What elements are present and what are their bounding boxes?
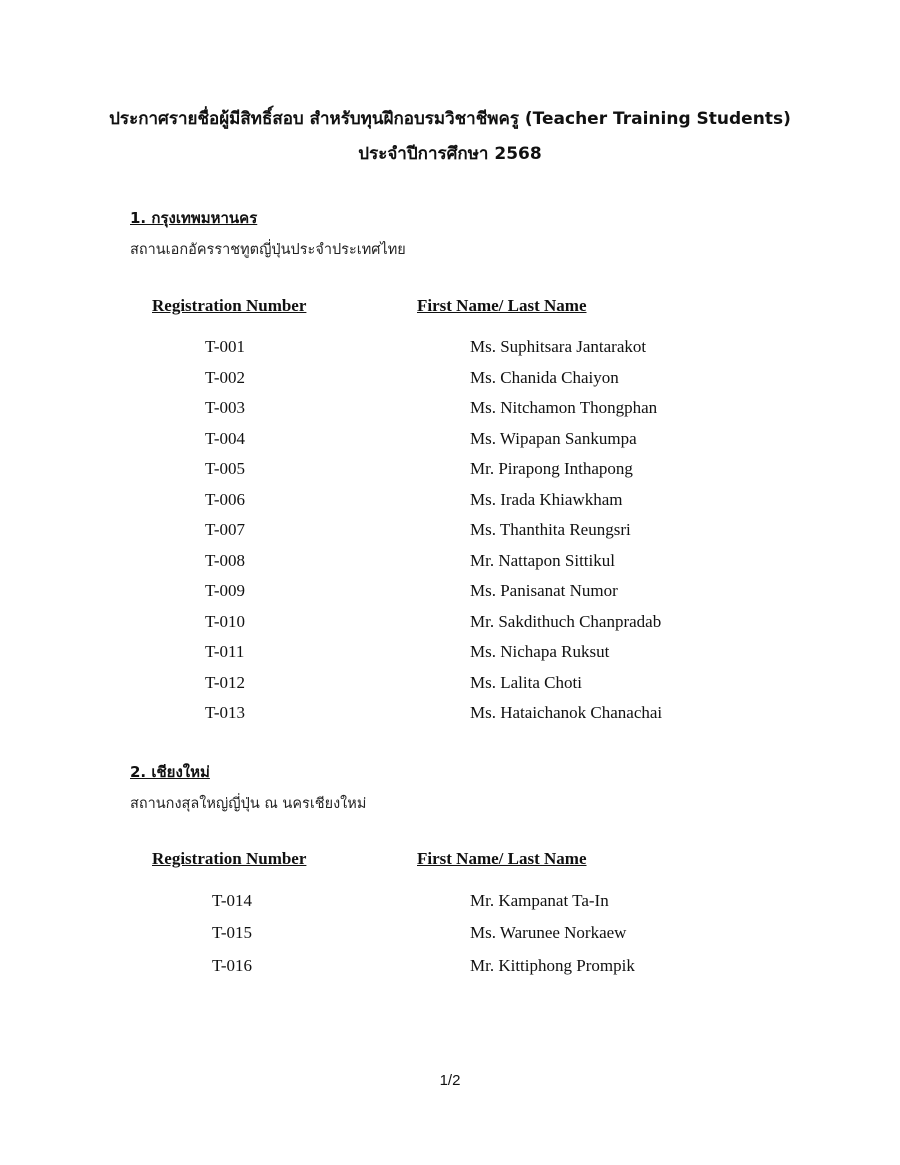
table-row <box>0 429 900 460</box>
table-row <box>0 642 900 673</box>
table-row <box>0 490 900 521</box>
table-row <box>0 368 900 399</box>
registrant-name: Ms. Nitchamon Thongphan <box>470 398 658 417</box>
registration-number: T-014 <box>212 891 252 910</box>
registrant-name: Ms. Lalita Choti <box>470 672 582 692</box>
registration-number: T-001 <box>205 337 245 356</box>
registrant-list-bangkok <box>0 337 900 734</box>
registrant-list-chiang-mai <box>0 891 900 988</box>
registrant-name: Mr. Kittiphong Prompik <box>470 955 635 975</box>
table-row <box>0 673 900 704</box>
registration-number: T-007 <box>205 520 245 539</box>
table-row <box>0 459 900 490</box>
table-row <box>0 551 900 582</box>
registrant-name: Ms. Nichapa Ruksut <box>470 642 610 661</box>
registrant-name: Ms. Wipapan Sankumpa <box>470 428 637 448</box>
table-row <box>0 398 900 429</box>
column-header-registration-number: Registration Number <box>152 849 307 868</box>
registrant-name: Ms. Irada Khiawkham <box>470 489 623 509</box>
registrant-name: Mr. Kampanat Ta-In <box>470 891 609 910</box>
registration-number: T-005 <box>205 459 245 478</box>
registration-number: T-006 <box>205 489 245 509</box>
column-header-registration-number: Registration Number <box>152 296 307 315</box>
section-venue-chiang-mai: สถานกงสุลใหญ่ญี่ปุ่น ณ นครเชียงใหม่ <box>130 796 367 812</box>
title-line-2: ประจำปีการศึกษา 2568 <box>358 144 542 164</box>
table-row <box>0 520 900 551</box>
registrant-name: Ms. Thanthita Reungsri <box>470 520 631 539</box>
registration-number: T-004 <box>205 428 245 448</box>
title-line-1: ประกาศรายชื่อผู้มีสิทธิ์สอบ สำหรับทุนฝึกอบรมวิชาชีพครู (Teacher Training Students) <box>109 109 791 129</box>
registration-number: T-011 <box>205 642 245 661</box>
registration-number: T-010 <box>205 611 245 631</box>
registrant-name: Mr. Sakdithuch Chanpradab <box>470 611 662 631</box>
table-row <box>0 581 900 612</box>
table-row <box>0 891 900 923</box>
registration-number: T-002 <box>205 367 245 387</box>
section-heading-chiang-mai: 2. เชียงใหม่ <box>130 763 210 781</box>
table-row <box>0 703 900 734</box>
registration-number: T-016 <box>212 955 252 975</box>
registrant-name: Ms. Suphitsara Jantarakot <box>470 337 647 356</box>
registration-number: T-008 <box>205 550 245 570</box>
document-title <box>0 104 900 169</box>
table-row <box>0 612 900 643</box>
column-header-name: First Name/ Last Name <box>417 849 587 868</box>
registration-number: T-013 <box>205 703 245 722</box>
registration-number: T-015 <box>212 923 252 943</box>
section-heading-bangkok: 1. กรุงเทพมหานคร <box>130 209 258 227</box>
table-row <box>0 956 900 988</box>
registrant-name: Mr. Pirapong Inthapong <box>470 459 633 478</box>
registrant-name: Ms. Hataichanok Chanachai <box>470 703 663 722</box>
registrant-name: Ms. Panisanat Numor <box>470 581 618 600</box>
table-row <box>0 923 900 955</box>
registration-number: T-003 <box>205 398 245 417</box>
page-number: 1/2 <box>439 1072 461 1089</box>
registrant-name: Mr. Nattapon Sittikul <box>470 550 615 570</box>
column-header-name: First Name/ Last Name <box>417 296 587 315</box>
registration-number: T-012 <box>205 672 245 692</box>
registrant-name: Ms. Chanida Chaiyon <box>470 367 619 387</box>
table-row <box>0 337 900 368</box>
section-venue-bangkok: สถานเอกอัครราชทูตญี่ปุ่นประจำประเทศไทย <box>130 242 406 258</box>
registrant-name: Ms. Warunee Norkaew <box>470 923 627 943</box>
registration-number: T-009 <box>205 581 245 600</box>
